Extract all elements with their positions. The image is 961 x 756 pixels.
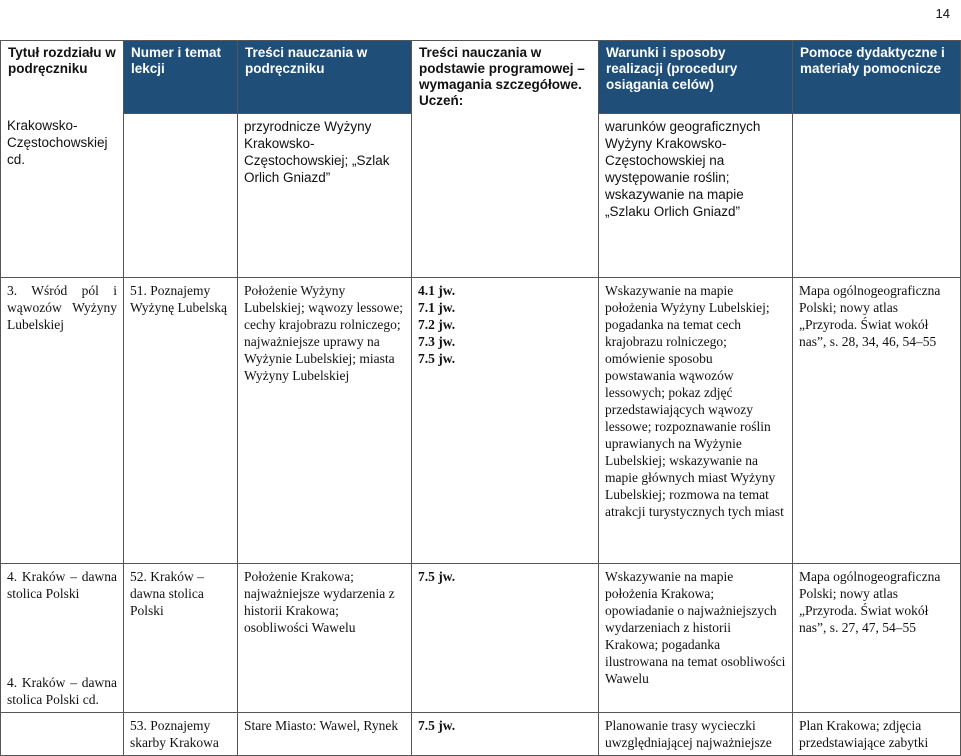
chapter-title-cont: 4. Kraków – dawna stolica Polski cd.: [7, 674, 117, 707]
cell-content: Położenie Wyżyny Lubelskiej; wąwozy lessowe; cechy krajobrazu rolniczego; najważniejsze uprawy na Wyżynie Lubelskiej; miasta Wyżyny Lubelskiej: [238, 277, 412, 563]
cell-content: przyrodnicze Wyżyny Krakowsko-Częstochowskiej; „Szlak Orlich Gniazd”: [238, 113, 412, 277]
cell-chapter: Krakowsko-Częstochowskiej cd.: [1, 113, 124, 277]
cell-curriculum: [412, 277, 599, 563]
cell-lesson: [124, 113, 238, 277]
cell-chapter: 3. Wśród pól i wąwozów Wyżyny Lubelskiej: [1, 277, 124, 563]
header-chapter: Tytuł rozdziału w podręczniku: [1, 41, 124, 114]
cell-aids: Mapa ogólnogeograficzna Polski; nowy atlas „Przyroda. Świat wokół nas”, s. 27, 47, 54–55: [793, 563, 961, 712]
cell-chapter: [1, 712, 124, 755]
curriculum-item: 7.1 jw.: [418, 299, 456, 315]
table-row: [1, 563, 961, 712]
header-aids: Pomoce dydaktyczne i materiały pomocnicze: [793, 41, 961, 114]
curriculum-table: [0, 40, 961, 756]
chapter-title: 4. Kraków – dawna stolica Polski: [7, 568, 117, 601]
table-header-row: [1, 41, 961, 114]
header-content: Treści nauczania w podręczniku: [238, 41, 412, 114]
cell-lesson: 53. Poznajemy skarby Krakowa: [124, 712, 238, 755]
cell-chapter: [1, 563, 124, 712]
cell-lesson: 51. Poznajemy Wyżynę Lubelską: [124, 277, 238, 563]
cell-curriculum: 7.5 jw.: [412, 563, 599, 712]
cell-methods: Wskazywanie na mapie położenia Krakowa; opowiadanie o najważniejszych wydarzeniach z historii Krakowa; pogadanka ilustrowana na temat osobliwości Wawelu: [599, 563, 793, 712]
cell-aids: Plan Krakowa; zdjęcia przedstawiające zabytki: [793, 712, 961, 755]
cell-curriculum: 7.5 jw.: [412, 712, 599, 755]
table-row: [1, 113, 961, 277]
page-number: 14: [935, 6, 950, 21]
cell-content: Stare Miasto: Wawel, Rynek: [238, 712, 412, 755]
curriculum-item: 7.5 jw.: [418, 350, 456, 366]
cell-methods: warunków geograficznych Wyżyny Krakowsko-Częstochowskiej na występowanie roślin; wskazywanie na mapie „Szlaku Orlich Gniazd”: [599, 113, 793, 277]
curriculum-item: 4.1 jw.: [418, 282, 456, 298]
header-methods: Warunki i sposoby realizacji (procedury osiągania celów): [599, 41, 793, 114]
table-row: [1, 712, 961, 755]
cell-curriculum: [412, 113, 599, 277]
table-row: [1, 277, 961, 563]
cell-lesson: 52. Kraków – dawna stolica Polski: [124, 563, 238, 712]
cell-aids: [793, 113, 961, 277]
cell-content: Położenie Krakowa; najważniejsze wydarzenia z historii Krakowa; osobliwości Wawelu: [238, 563, 412, 712]
cell-methods: Planowanie trasy wycieczki uwzględniającej najważniejsze: [599, 712, 793, 755]
header-curriculum: Treści nauczania w podstawie programowej – wymagania szczegółowe. Uczeń:: [412, 41, 599, 114]
cell-methods: Wskazywanie na mapie położenia Wyżyny Lubelskiej; pogadanka na temat cech krajobrazu rolniczego; omówienie sposobu powstawania wąwozów lessowych; pokaz zdjęć przedstawiających wąwozy lessowe; rozpoznawanie roślin uprawianych na Wyżynie Lubelskiej; wskazywanie na mapie głównych miast Wyżyny Lubelskiej; rozmowa na temat atrakcji turystycznych tych miast: [599, 277, 793, 563]
curriculum-item: 7.2 jw.: [418, 316, 456, 332]
cell-aids: Mapa ogólnogeograficzna Polski; nowy atlas „Przyroda. Świat wokół nas”, s. 28, 34, 46, 54–55: [793, 277, 961, 563]
curriculum-item: 7.3 jw.: [418, 333, 456, 349]
header-lesson: Numer i temat lekcji: [124, 41, 238, 114]
